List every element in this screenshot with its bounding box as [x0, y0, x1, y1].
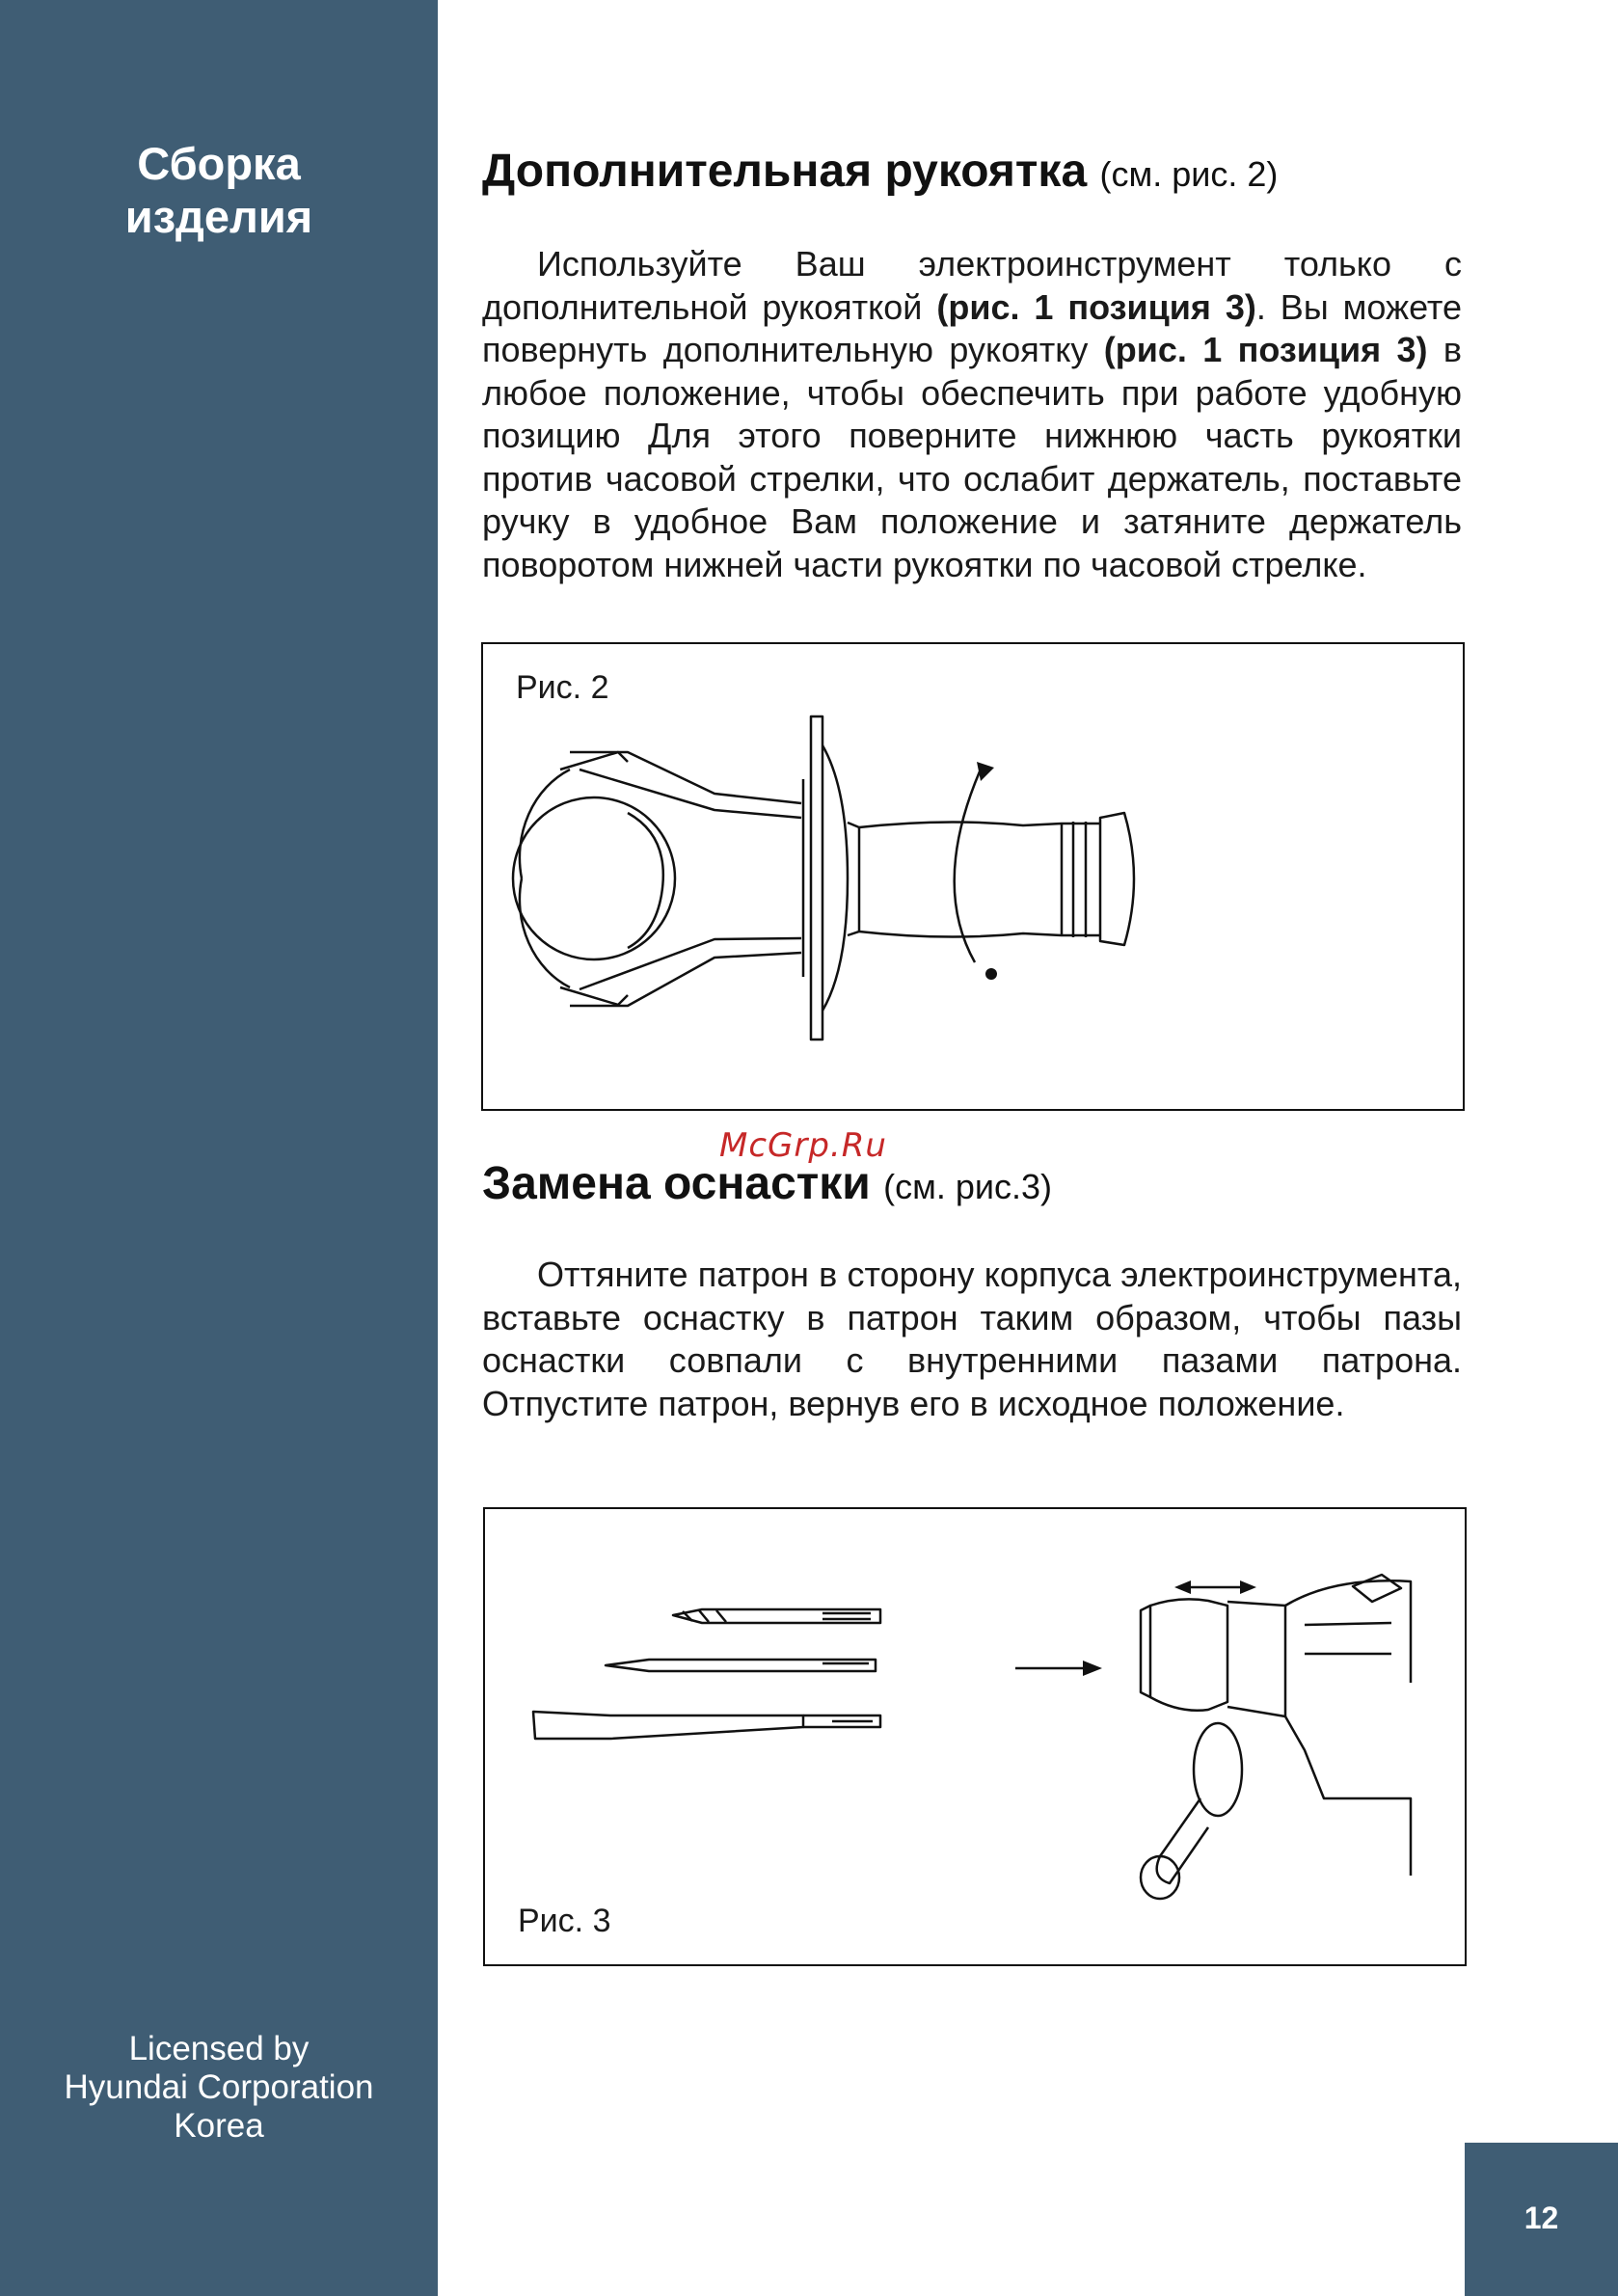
license-note: Licensed by Hyundai Corporation Korea: [64, 2030, 374, 2145]
watermark: McGrp.Ru: [719, 1126, 887, 1165]
heading-tool-change: Замена оснастки (см. рис.3): [482, 1158, 1053, 1209]
section-title: Сборка изделия: [124, 138, 313, 242]
figure-2-label: Рис. 2: [516, 669, 609, 706]
paragraph-aux-handle: Используйте Ваш электроинструмент только с дополнительной рукояткой (рис. 1 позиция 3). Вы можете повернуть дополнительную рукоятку (рис. 1 позиция 3) в любое положение, чтобы обеспечить при работе удобную позицию Для этого поверните нижнюю часть рукоятки против часовой стрелки, что ослабит держатель, поставьте ручку в удобное Вам положение и затяните держатель поворотом нижней части рукоятки по часовой стрелке.: [482, 244, 1463, 584]
page-number-box: [1465, 2143, 1618, 2296]
heading-figure-ref-2: (см. рис.3): [883, 1167, 1053, 1206]
page-number: 12: [1524, 2201, 1559, 2235]
paragraph-tool-change: Оттяните патрон в сторону корпуса электроинструмента, вставьте оснастку в патрон таким образом, чтобы пазы оснастки совпали с внутренними пазами патрона. Отпустите патрон, вернув его в исходное положение.: [482, 1255, 1462, 1423]
heading-aux-handle: Дополнительная рукоятка (см. рис. 2): [482, 146, 1279, 197]
figure-2: [481, 642, 1465, 1111]
tool-change-drawing: [485, 1509, 1465, 1964]
figure-3-label: Рис. 3: [518, 1903, 611, 1939]
heading-figure-ref: (см. рис. 2): [1099, 154, 1279, 194]
figure-3: [483, 1507, 1467, 1966]
aux-handle-drawing: [483, 644, 1463, 1109]
sidebar: [0, 0, 438, 2296]
